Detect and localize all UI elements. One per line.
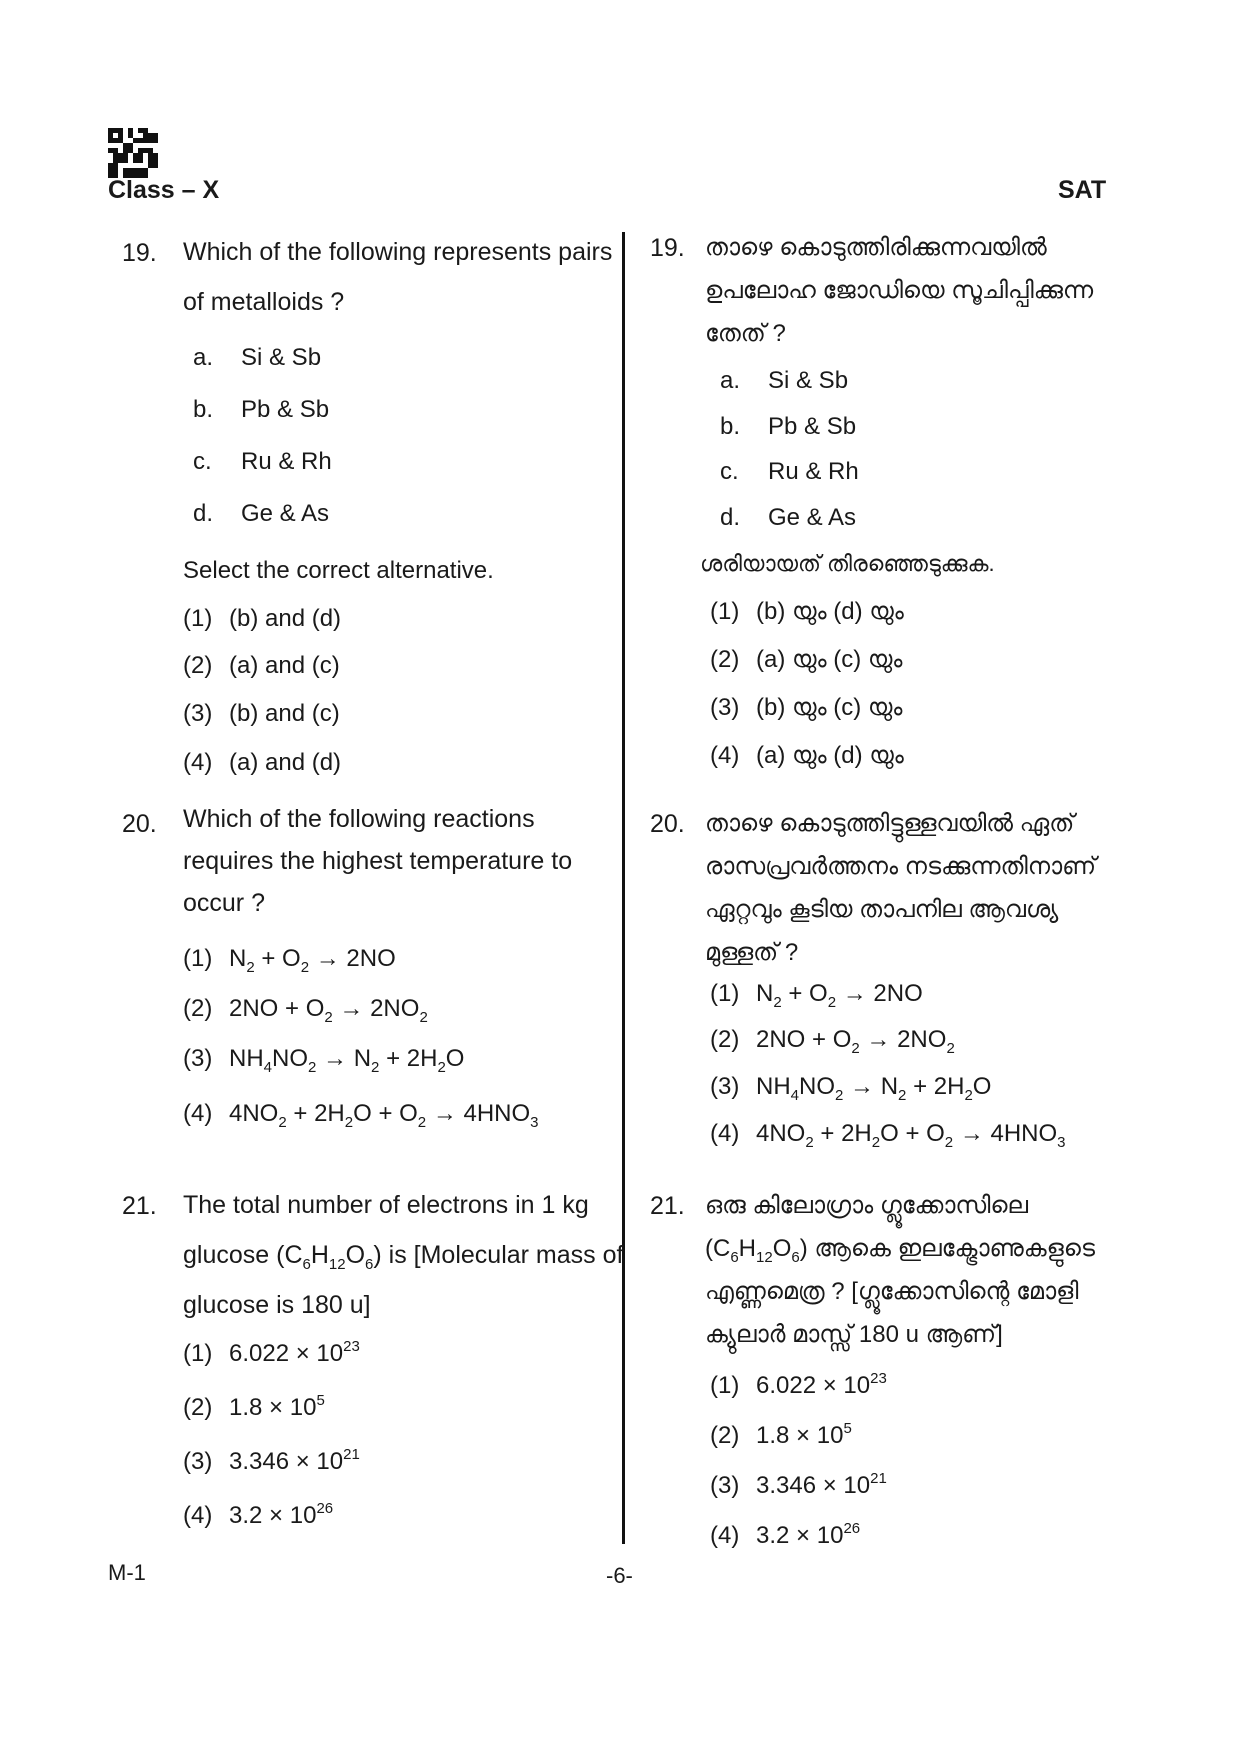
ml-q20-line1: താഴെ കൊടുത്തിട്ടുള്ളവയിൽ ഏത് (705, 810, 1075, 837)
ml-q19-choice-1: (1) (b) യും (d) യും (710, 598, 904, 625)
q19-choice-3: (3) (b) and (c) (183, 700, 340, 727)
q19-option-a: a. Si & Sb (193, 344, 322, 371)
q19-choice-4: (4) (a) and (d) (183, 749, 342, 776)
ml-q19-option-c: c. Ru & Rh (720, 458, 859, 485)
q19-option-d: d. Ge & As (193, 500, 330, 527)
q20-text: Which of the following reactions requires the highest temperature to occur ? (183, 805, 573, 917)
q19-choice-2: (2) (a) and (c) (183, 652, 340, 679)
ml-q20-choice-3: (3) $NH_4NO_2 \to N_2 + 2H_2O$ (710, 1073, 992, 1104)
q19-text: Which of the following represents pairs of metalloids ? (183, 238, 613, 316)
ml-q19-instruction: ശരിയായത് തിരഞ്ഞെടുക്കുക. (700, 551, 995, 576)
q21-text-line1: The total number of electrons in 1 kg (183, 1191, 589, 1219)
q19-number: 19. (122, 239, 157, 267)
ml-q21-choice-4: (4) $3.2 \times 10^{26}$ (710, 1520, 861, 1549)
ml-q20-line4: മുള്ളത് ? (705, 939, 799, 966)
ml-q21-line1: ഒരു കിലോഗ്രാം ഗ്ലൂക്കോസിലെ (705, 1192, 1029, 1219)
q20-choice-3: (3) $NH_4NO_2 \to N_2 + 2H_2O$ (183, 1045, 465, 1076)
q21-choice-4: (4) $3.2 \times 10^{26}$ (183, 1500, 334, 1529)
column-divider (622, 232, 625, 1544)
q20-choice-1: (1) $N_2 + O_2 \to 2NO$ (183, 945, 396, 976)
q21-text-line2: glucose $(C_6H_{12}O_6)$ is [Molecular mass of (183, 1241, 624, 1273)
ml-q20-choice-2: (2) $2NO + O_2 \to 2NO_2$ (710, 1026, 955, 1057)
ml-q19-choice-3: (3) (b) യും (c) യും (710, 694, 903, 721)
ml-q19-line3: തേത് ? (705, 320, 786, 347)
q19-instruction: Select the correct alternative. (183, 557, 494, 584)
q19-option-c: c. Ru & Rh (193, 448, 332, 475)
q21-choice-1: (1) $6.022 \times 10^{23}$ (183, 1338, 360, 1367)
ml-q21-choice-3: (3) $3.346 \times 10^{21}$ (710, 1470, 887, 1499)
qr-code-icon (108, 128, 158, 178)
ml-q19-number: 19. (650, 234, 685, 262)
ml-q21-choice-1: (1) $6.022 \times 10^{23}$ (710, 1370, 887, 1399)
ml-q20-choice-4: (4) $4NO_2 + 2H_2O + O_2 \to 4HNO_3$ (710, 1120, 1066, 1151)
ml-q21-choice-2: (2) $1.8 \times 10^5$ (710, 1420, 852, 1449)
ml-q21-line4: ക്യുലാർ മാസ്സ് 180 u ആണ്] (705, 1321, 1003, 1348)
ml-q20-line3: ഏറ്റവും കൂടിയ താപനില ആവശ്യ (705, 896, 1059, 923)
ml-q20-choice-1: (1) $N_2 + O_2 \to 2NO$ (710, 980, 923, 1011)
ml-q21-line2: $(C_6H_{12}O_6)$ ആകെ ഇലക്ട്രോണുകളുടെ (705, 1235, 1096, 1266)
ml-q19-choice-4: (4) (a) യും (d) യും (710, 742, 904, 769)
q21-choice-2: (2) $1.8 \times 10^5$ (183, 1392, 325, 1421)
ml-q19-option-a: a. Si & Sb (720, 367, 849, 394)
ml-q21-number: 21. (650, 1192, 685, 1220)
ml-q19-option-d: d. Ge & As (720, 504, 857, 531)
ml-q19-option-b: b. Pb & Sb (720, 413, 857, 440)
q21-number: 21. (122, 1192, 157, 1220)
page-number: -6- (606, 1563, 633, 1588)
class-label: Class – X (108, 176, 220, 204)
q20-choice-2: (2) $2NO + O_2 \to 2NO_2$ (183, 995, 428, 1026)
ml-q19-line1: താഴെ കൊടുത്തിരിക്കുന്നവയിൽ (705, 234, 1047, 261)
q21-choice-3: (3) $3.346 \times 10^{21}$ (183, 1446, 360, 1475)
ml-q21-line3: എണ്ണമെത്ര ? [ഗ്ലൂക്കോസിന്റെ മോളി (705, 1278, 1079, 1305)
ml-q19-choice-2: (2) (a) യും (c) യും (710, 646, 903, 673)
q19-choice-1: (1) (b) and (d) (183, 605, 342, 632)
ml-q19-line2: ഉപലോഹ ജോഡിയെ സൂചിപ്പിക്കുന്ന (705, 277, 1094, 304)
ml-q20-line2: രാസപ്രവർത്തനം നടക്കുന്നതിനാണ് (705, 853, 1097, 880)
ml-q20-number: 20. (650, 810, 685, 838)
exam-label: SAT (1058, 176, 1107, 204)
q20-choice-4: (4) $4NO_2 + 2H_2O + O_2 \to 4HNO_3$ (183, 1100, 539, 1131)
q21-text-line3: glucose is 180 u] (183, 1291, 371, 1319)
q19-option-b: b. Pb & Sb (193, 396, 330, 423)
q20-number: 20. (122, 810, 157, 838)
footer-code: M-1 (108, 1560, 146, 1585)
